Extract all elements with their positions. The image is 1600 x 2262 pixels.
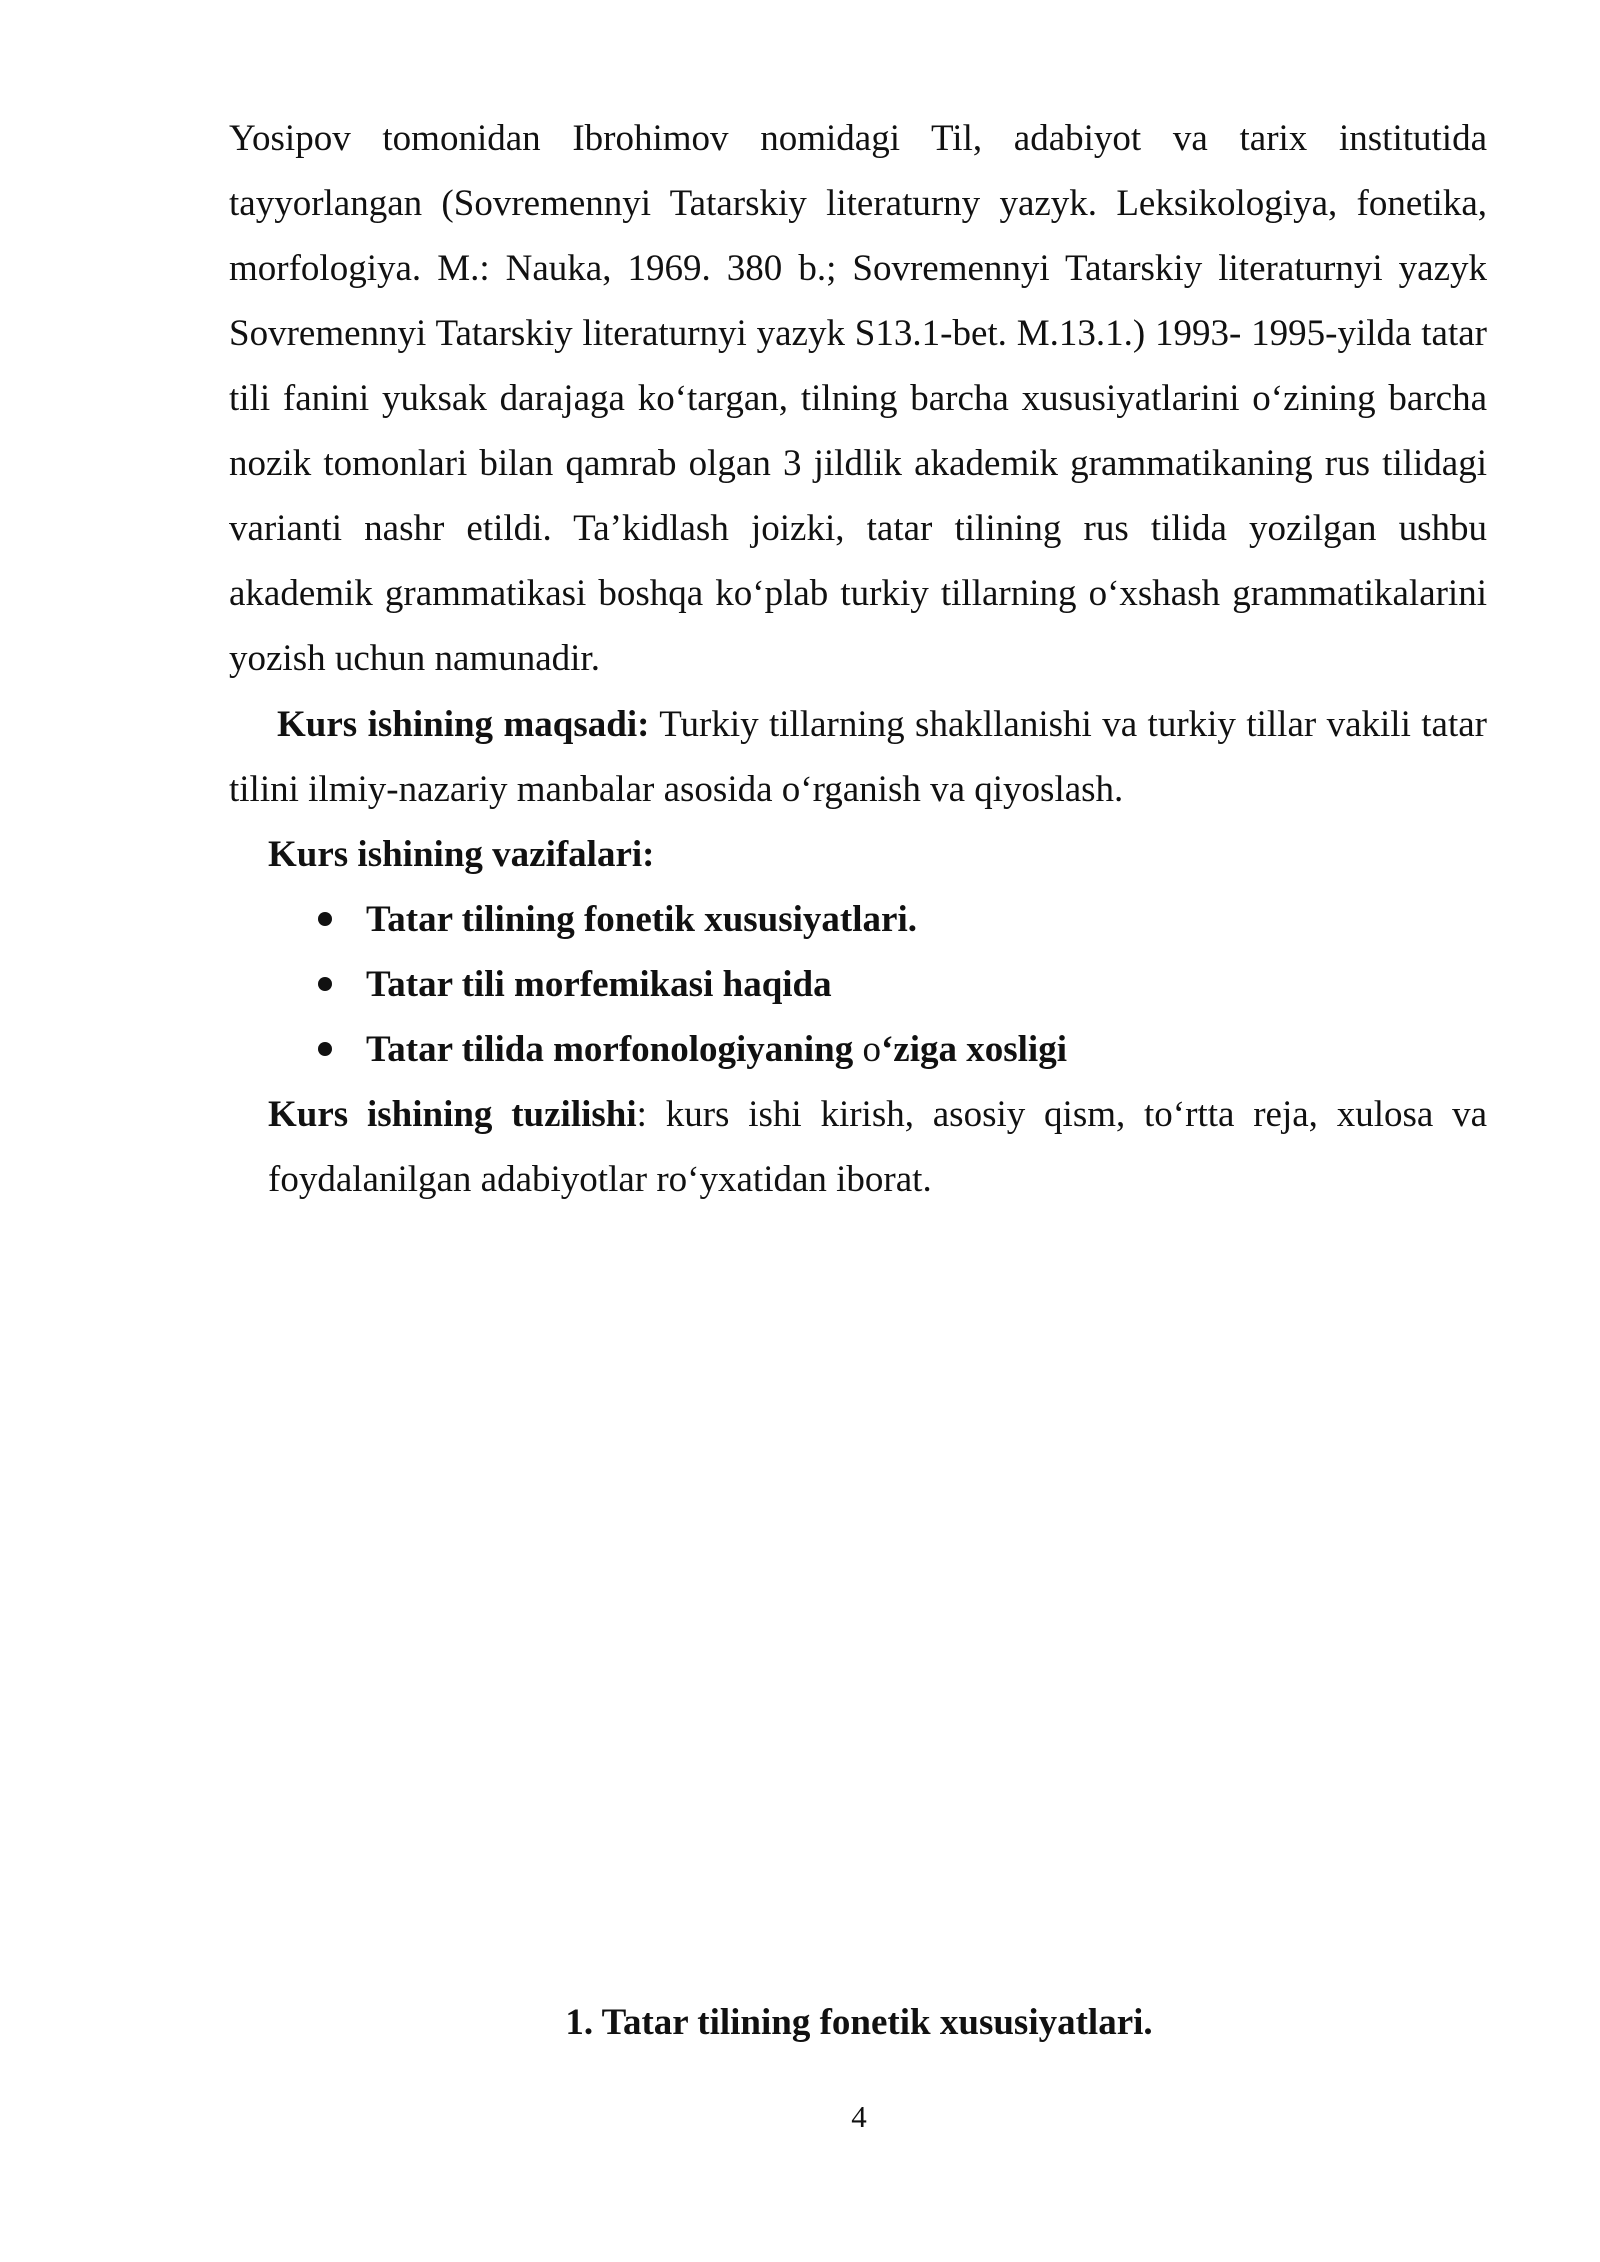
list-item [310, 887, 1067, 952]
page-number: 4 [851, 2099, 867, 2134]
section-heading: 1. Tatar tilining fonetik xususiyatlari. [565, 2002, 1153, 2043]
goal-text: Turkiy tillarning shakllanishi va turkiy tillar vakili tatar tilini ilmiy-nazariy manbalar asosida o‘rganish va qiyoslash. [229, 704, 1487, 810]
task-text-tail: ‘ziga xosligi [880, 1029, 1067, 1070]
tasks-title: Kurs ishining vazifalari: [268, 834, 655, 875]
task-list [310, 887, 1067, 1082]
task-text: Tatar tilida morfonologiyaning [366, 1029, 863, 1070]
intro-paragraph: Yosipov tomonidan Ibrohimov nomidagi Til, adabiyot va tarix institutida tayyorlangan (Sovremennyi Tatarskiy literaturny yazyk. Leksikologiya, fonetika, morfologiya. M.: Nauka, 1969. 380 b.; Sovremennyi Tatarskiy literaturnyi yazyk Sovremennyi Tatarskiy literaturnyi yazyk S13.1-bet. M.13.1.) 1993- 1995-yilda tatar tili fanini yuksak darajaga ko‘targan, tilning barcha xususiyatlarini o‘zining barcha nozik tomonlari bilan qamrab olgan 3 jildlik akademik grammatikaning rus tilidagi varianti nashr etildi. Ta’kidlash joizki, tatar tilining rus tilida yozilgan ushbu akademik grammatikasi boshqa ko‘plab turkiy tillarning o‘xshash grammatikalarini yozish uchun namunadir. [229, 118, 1487, 679]
structure-text: : kurs ishi kirish, asosiy qism, to‘rtta reja, xulosa va foydalanilgan adabiyotlar ro‘yxatidan iborat. [268, 1094, 1487, 1200]
task-text-normal: o [862, 1029, 881, 1070]
goal-paragraph [229, 692, 1487, 822]
structure-paragraph [268, 1082, 1487, 1212]
task-text: Tatar tilining fonetik xususiyatlari. [366, 899, 917, 940]
bullet-icon [318, 1042, 332, 1056]
goal-label: Kurs ishining maqsadi: [277, 704, 650, 745]
bullet-icon [318, 912, 332, 926]
list-item [310, 952, 1067, 1017]
structure-label: Kurs ishining tuzilishi [268, 1094, 637, 1135]
task-text: Tatar tili morfemikasi haqida [366, 964, 832, 1005]
bullet-icon [318, 977, 332, 991]
list-item [310, 1017, 1067, 1082]
